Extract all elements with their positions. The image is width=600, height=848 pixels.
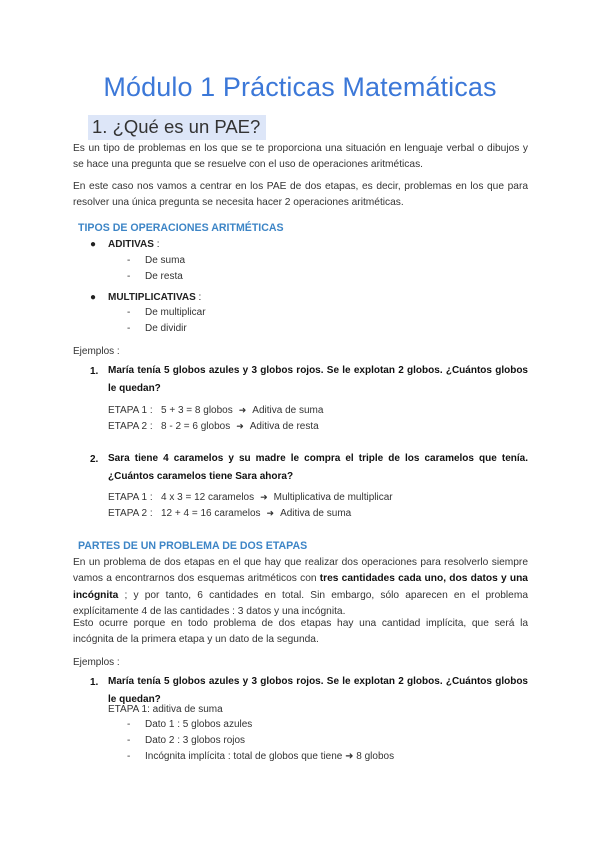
bullet-icon: ● — [90, 292, 97, 303]
paragraph-partes: En un problema de dos etapas en el que hay que realizar dos operaciones para resolverlo siempre vamos a encontrarnos dos esquemas aritméticos con tres cantidades cada uno, dos datos y una incógnita ; y por tanto, 6 cantidades en total. Sin embargo, sólo aparecen en el problema explícitamente 4 de las cantidades : 3 datos y una incógnita. — [73, 557, 528, 618]
arrow-right-icon: ➜ — [236, 421, 244, 431]
paragraph-implicita: Esto ocurre porque en todo problema de dos etapas hay una cantidad implícita, que será la incógnita de la primera etapa y un dato de la segunda. — [73, 618, 528, 646]
dash-icon: - — [127, 271, 131, 282]
dash-icon: - — [127, 255, 131, 266]
arrow-right-icon: ➜ — [266, 508, 275, 518]
list-subitem: De suma — [145, 255, 186, 266]
arrow-right-icon: ➜ — [260, 492, 268, 502]
list-subitem: Incógnita implícita : total de globos que tiene ➜ 8 globos — [145, 751, 395, 762]
bullet-icon: ● — [90, 239, 97, 250]
stage-row: ETAPA 2 : 12 + 4 = 16 caramelos ➜ Aditiva de suma — [108, 508, 352, 519]
list-subitem: Dato 1 : 5 globos azules — [145, 719, 253, 730]
paragraph-two-stages: En este caso nos vamos a centrar en los PAE de dos etapas, es decir, problemas en los que para resolver una única pregunta se necesita hacer 2 operaciones aritméticas. — [73, 181, 528, 209]
list-subitem: De dividir — [145, 323, 187, 334]
ejemplos-label: Ejemplos : — [73, 346, 120, 357]
example-number: 1. — [90, 677, 99, 688]
section-heading-pae: 1. ¿Qué es un PAE? — [88, 115, 266, 140]
dash-icon: - — [127, 735, 131, 746]
dash-icon: - — [127, 307, 131, 318]
heading-tipos-operaciones: TIPOS DE OPERACIONES ARITMÉTICAS — [78, 222, 284, 234]
example-number: 2. — [90, 454, 99, 465]
example-number: 1. — [90, 366, 99, 377]
stage-row: ETAPA 2 : 8 - 2 = 6 globos ➜ Aditiva de resta — [108, 421, 319, 432]
ejemplos-label: Ejemplos : — [73, 657, 120, 668]
dash-icon: - — [127, 719, 131, 730]
list-item-aditivas: ADITIVAS : — [108, 239, 160, 250]
stage-row: ETAPA 1: aditiva de suma — [108, 704, 223, 715]
arrow-right-icon: ➜ — [238, 405, 247, 415]
example-text: Sara tiene 4 caramelos y su madre le compra el triple de los caramelos que tenía. ¿Cuántos caramelos tiene Sara ahora? — [108, 453, 528, 482]
list-subitem: Dato 2 : 3 globos rojos — [145, 735, 246, 746]
stage-row: ETAPA 1 : 4 x 3 = 12 caramelos ➜ Multiplicativa de multiplicar — [108, 492, 393, 503]
list-item-multiplicativas: MULTIPLICATIVAS : — [108, 292, 202, 303]
stage-row: ETAPA 1 : 5 + 3 = 8 globos ➜ Aditiva de suma — [108, 405, 324, 416]
dash-icon: - — [127, 751, 131, 762]
page-title: Módulo 1 Prácticas Matemáticas — [103, 72, 497, 102]
dash-icon: - — [127, 323, 131, 334]
example-text: María tenía 5 globos azules y 3 globos rojos. Se le explotan 2 globos. ¿Cuántos globos le quedan? — [108, 676, 528, 705]
heading-partes-problema: PARTES DE UN PROBLEMA DE DOS ETAPAS — [78, 540, 308, 552]
list-subitem: De multiplicar — [145, 307, 206, 318]
paragraph-definition: Es un tipo de problemas en los que se te proporciona una situación en lenguaje verbal o dibujos y se hace una pregunta que se resuelve con el uso de operaciones aritméticas. — [73, 143, 528, 171]
example-text: María tenía 5 globos azules y 3 globos rojos. Se le explotan 2 globos. ¿Cuántos globos le quedan? — [108, 365, 528, 394]
list-subitem: De resta — [145, 271, 183, 282]
